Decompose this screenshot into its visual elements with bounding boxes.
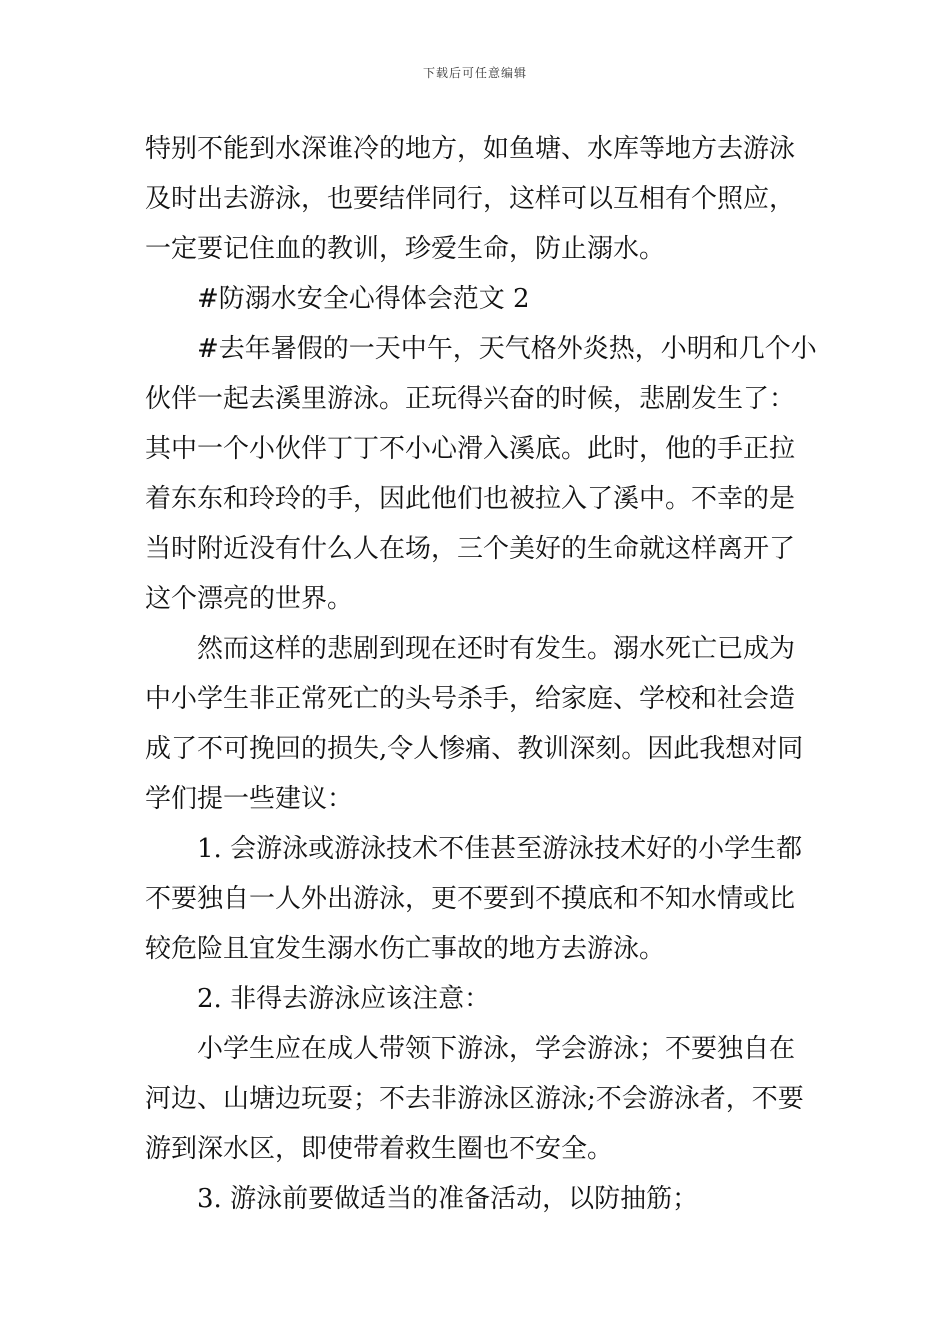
text-line: 着东东和玲玲的手，因此他们也被拉入了溪中。不幸的是 — [145, 484, 796, 514]
paragraph — [145, 624, 810, 824]
section-heading — [145, 274, 810, 324]
text-line: #防溺水安全心得体会范文 2 — [197, 284, 530, 314]
page-header: 下载后可任意编辑 — [422, 66, 527, 80]
text-line: 成了不可挽回的损失,令人惨痛、教训深刻。因此我想对同 — [145, 734, 804, 764]
text-line: 中小学生非正常死亡的头号杀手，给家庭、学校和社会造 — [145, 684, 796, 714]
text-line: 一定要记住血的教训，珍爱生命，防止溺水。 — [145, 234, 666, 264]
paragraph — [145, 1024, 810, 1174]
text-line: 及时出去游泳，也要结伴同行，这样可以互相有个照应， — [145, 184, 796, 214]
text-line: 伙伴一起去溪里游泳。正玩得兴奋的时候，悲剧发生了： — [145, 384, 796, 414]
text-line: 1. 会游泳或游泳技术不佳甚至游泳技术好的小学生都 — [197, 834, 803, 864]
text-line: 当时附近没有什么人在场，三个美好的生命就这样离开了 — [145, 534, 796, 564]
text-line: 较危险且宜发生溺水伤亡事故的地方去游泳。 — [145, 934, 666, 964]
text-line: 这个漂亮的世界。 — [145, 584, 354, 614]
text-line: 小学生应在成人带领下游泳，学会游泳；不要独自在 — [197, 1034, 796, 1064]
list-item — [145, 974, 810, 1024]
text-line: 然而这样的悲剧到现在还时有发生。溺水死亡已成为 — [197, 634, 796, 664]
text-line: 其中一个小伙伴丁丁不小心滑入溪底。此时，他的手正拉 — [145, 434, 796, 464]
list-item — [145, 824, 810, 974]
document-body — [145, 124, 817, 1224]
text-line: #去年暑假的一天中午，天气格外炎热，小明和几个小 — [197, 334, 817, 364]
text-line: 3. 游泳前要做适当的准备活动，以防抽筋； — [197, 1184, 699, 1214]
text-line: 学们提一些建议： — [145, 784, 354, 814]
paragraph — [145, 324, 817, 624]
paragraph — [145, 124, 810, 274]
list-item — [145, 1174, 810, 1224]
text-line: 2. 非得去游泳应该注意： — [197, 984, 491, 1014]
text-line: 特别不能到水深谁冷的地方，如鱼塘、水库等地方去游泳 — [145, 134, 796, 164]
text-line: 不要独自一人外出游泳，更不要到不摸底和不知水情或比 — [145, 884, 796, 914]
text-line: 河边、山塘边玩耍；不去非游泳区游泳;不会游泳者，不要 — [145, 1084, 804, 1114]
text-line: 游到深水区，即使带着救生圈也不安全。 — [145, 1134, 614, 1164]
